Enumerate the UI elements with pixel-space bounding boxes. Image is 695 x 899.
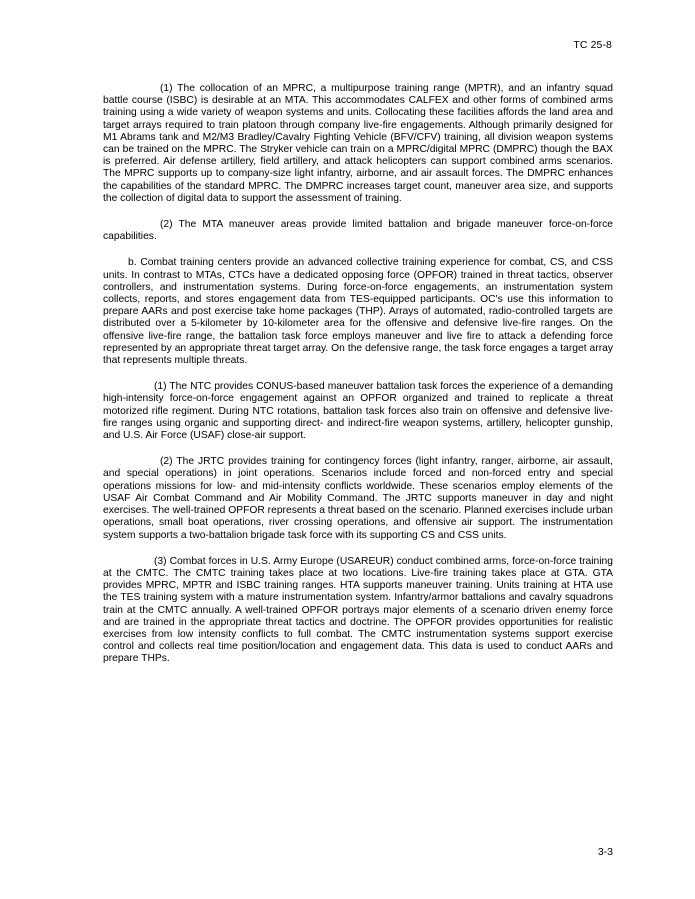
paragraph-ctc: b. Combat training centers provide an advanced collective training experience for combat, CS, and CSS units. In contrast to MTAs, CTCs have a dedicated opposing force (OPFOR) trained in threat tactics, observer controllers, and instrumentation systems. During force-on-force engagements, an instrumentation system collects, reports, and stores engagement data from TES-equipped participants. OC's use this information to prepare AARs and post exercise take home packages (THP). Arrays of automated, radio-controlled targets are distributed over a 5-kilometer by 10-kilometer area for the offensive and defensive live-fire ranges. On the offensive live-fire range, the battalion task force employs maneuver and live fire to attack a defending force represented by an appropriate threat target array. On the defensive range, the task force engages a target array that represents multiple threats. — [103, 257, 613, 367]
document-id: TC 25-8 — [573, 39, 612, 51]
paragraph-mta-maneuver: (2) The MTA maneuver areas provide limited battalion and brigade maneuver force-on-force capabilities. — [103, 219, 613, 243]
page-body — [103, 83, 613, 680]
paragraph-ntc: (1) The NTC provides CONUS-based maneuver battalion task forces the experience of a demanding high-intensity force-on-force engagement against an OPFOR organized and trained to replicate a threat motorized rifle regiment. During NTC rotations, battalion task forces also train on offensive and defensive live-fire ranges using organic and supporting direct- and indirect-fire weapon systems, artillery, helicopter gunship, and U.S. Air Force (USAF) close-air support. — [103, 381, 613, 442]
paragraph-mprc-collocation: (1) The collocation of an MPRC, a multipurpose training range (MPTR), and an infantry squad battle course (ISBC) is desirable at an MTA. This accommodates CALFEX and other forms of combined arms training using a wide variety of weapon systems and units. Collocating these facilities affords the land area and target arrays required to train platoon through company live-fire engagements. Although primarily designed for M1 Abrams tank and M2/M3 Bradley/Cavalry Fighting Vehicle (BFV/CFV) training, all division weapon systems can be trained on the MPRC. The Stryker vehicle can train on a MPRC/digital MPRC (DMPRC) though the BAX is preferred. Air defense artillery, field artillery, and attack helicopters can support combined arms scenarios. The MPRC supports up to company-size light infantry, airborne, and air assault forces. The DMPRC enhances the capabilities of the standard MPRC. The DMPRC increases target count, maneuver area size, and supports the collection of digital data to support the assessment of training. — [103, 83, 613, 204]
page-number: 3-3 — [597, 846, 613, 858]
paragraph-cmtc: (3) Combat forces in U.S. Army Europe (USAREUR) conduct combined arms, force-on-force training at the CMTC. The CMTC training takes place at two locations. Live-fire training takes place at GTA. GTA provides MPRC, MPTR and ISBC training ranges. HTA supports maneuver training. Units training at HTA use the TES training system with a mature instrumentation system. Infantry/armor battalions and cavalry squadrons train at the CMTC annually. A well-trained OPFOR portrays major elements of a scenario driven enemy force and are trained in the appropriate threat tactics and doctrine. The OPFOR provides opportunities for realistic exercises from low intensity conflicts to full combat. The CMTC instrumentation systems support exercise control and collects real time position/location and engagement data. This data is used to conduct AARs and prepare THPs. — [103, 555, 613, 665]
paragraph-jrtc: (2) The JRTC provides training for contingency forces (light infantry, ranger, airborne, air assault, and special operations) in joint operations. Scenarios include forced and non-forced entry and special operations missions for low- and mid-intensity conflicts worldwide. These scenarios employ elements of the USAF Air Combat Command and Air Mobility Command. The JRTC supports maneuver in day and night exercises. The well-trained OPFOR represents a threat based on the scenario. Planned exercises include urban operations, small boat operations, river crossing operations, and offensive air support. The instrumentation system supports a two-battalion brigade task force with its supporting CS and CSS units. — [103, 456, 613, 541]
